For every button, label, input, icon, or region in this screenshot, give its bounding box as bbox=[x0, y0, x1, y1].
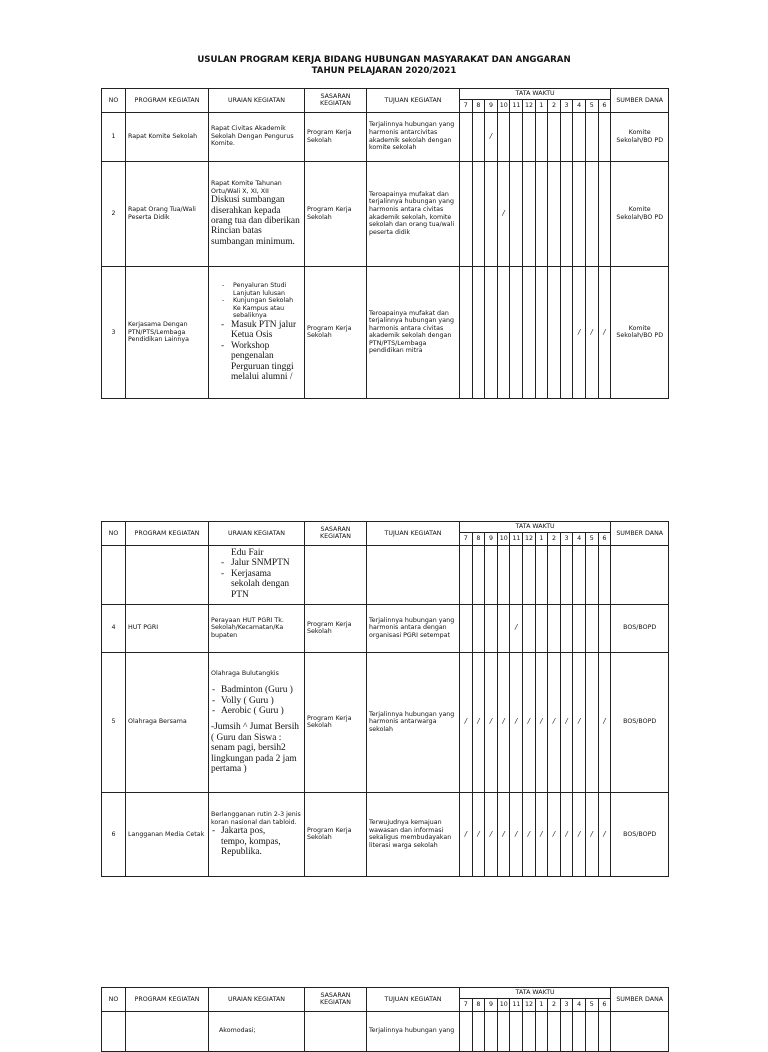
sumber-dana-cell: Komite Sekolah/BO PD bbox=[611, 161, 669, 266]
tata-waktu-mark bbox=[535, 266, 548, 398]
tata-waktu-mark: / bbox=[460, 652, 473, 792]
col-sumber-dana: SUMBER DANA bbox=[611, 522, 669, 546]
month-header: 1 bbox=[535, 99, 548, 112]
month-header: 6 bbox=[598, 998, 611, 1011]
month-header: 1 bbox=[535, 532, 548, 545]
month-header: 2 bbox=[548, 532, 561, 545]
tata-waktu-mark bbox=[510, 112, 523, 161]
tata-waktu-mark bbox=[460, 161, 473, 266]
col-program: PROGRAM KEGIATAN bbox=[126, 89, 209, 113]
uraian-item: - Volly ( Guru ) bbox=[211, 696, 302, 706]
tata-waktu-mark: / bbox=[485, 652, 498, 792]
sasaran-cell: Program Kerja Sekolah bbox=[305, 652, 367, 792]
month-header: 2 bbox=[548, 99, 561, 112]
tata-waktu-mark: / bbox=[598, 792, 611, 876]
sasaran-cell: Program Kerja Sekolah bbox=[305, 266, 367, 398]
uraian-cell: Akomodasi; bbox=[209, 1011, 305, 1051]
table-row bbox=[102, 652, 669, 792]
tata-waktu-mark bbox=[560, 112, 573, 161]
program-cell: Langganan Media Cetak bbox=[126, 792, 209, 876]
month-header: 8 bbox=[472, 998, 485, 1011]
col-uraian: URAIAN KEGIATAN bbox=[209, 522, 305, 546]
month-header: 11 bbox=[510, 998, 523, 1011]
month-header: 12 bbox=[522, 532, 535, 545]
tata-waktu-mark bbox=[535, 112, 548, 161]
sasaran-cell: Program Kerja Sekolah bbox=[305, 604, 367, 652]
tata-waktu-mark bbox=[548, 112, 561, 161]
month-header: 4 bbox=[573, 99, 586, 112]
tata-waktu-mark: / bbox=[485, 792, 498, 876]
tata-waktu-mark: / bbox=[573, 266, 586, 398]
tata-waktu-mark: / bbox=[548, 792, 561, 876]
program-cell bbox=[126, 545, 209, 604]
tujuan-cell bbox=[367, 545, 460, 604]
table-row bbox=[102, 792, 669, 876]
col-tujuan: TUJUAN KEGIATAN bbox=[367, 988, 460, 1012]
month-header: 10 bbox=[497, 532, 510, 545]
month-header: 9 bbox=[485, 99, 498, 112]
program-table-1 bbox=[101, 88, 669, 399]
row-number: 1 bbox=[102, 112, 126, 161]
tata-waktu-mark bbox=[522, 266, 535, 398]
tata-waktu-mark: / bbox=[510, 792, 523, 876]
tata-waktu-mark bbox=[573, 112, 586, 161]
tata-waktu-mark: / bbox=[585, 266, 598, 398]
col-program: PROGRAM KEGIATAN bbox=[126, 522, 209, 546]
row-number: 6 bbox=[102, 792, 126, 876]
program-table-2 bbox=[101, 521, 669, 877]
document-title bbox=[100, 55, 668, 77]
tata-waktu-mark bbox=[522, 161, 535, 266]
month-header: 11 bbox=[510, 532, 523, 545]
program-cell: Rapat Orang Tua/Wali Peserta Didik bbox=[126, 161, 209, 266]
month-header: 9 bbox=[485, 532, 498, 545]
month-header: 11 bbox=[510, 99, 523, 112]
tujuan-cell: Teroapainya mufakat dan terjalinnya hubungan yang harmonis antara civitas akademik sekolah, komite sekolah dan orang tua/wali peserta didik bbox=[367, 161, 460, 266]
month-header: 6 bbox=[598, 532, 611, 545]
tata-waktu-mark: / bbox=[573, 652, 586, 792]
tata-waktu-mark bbox=[485, 161, 498, 266]
col-tata-waktu: TATA WAKTU bbox=[460, 89, 611, 100]
month-header: 3 bbox=[560, 532, 573, 545]
tata-waktu-mark bbox=[585, 161, 598, 266]
tata-waktu-mark bbox=[598, 112, 611, 161]
tujuan-cell: Terjalinnya hubungan yang harmonis antarwarga sekolah bbox=[367, 652, 460, 792]
uraian-cell: Perayaan HUT PGRI Tk. Sekolah/Kecamatan/Ka bupaten bbox=[209, 604, 305, 652]
row-number: 3 bbox=[102, 266, 126, 398]
tata-waktu-mark: / bbox=[598, 652, 611, 792]
month-header: 10 bbox=[497, 99, 510, 112]
uraian-item: - Aerobic ( Guru ) bbox=[211, 706, 302, 716]
month-header: 7 bbox=[460, 998, 473, 1011]
col-uraian: URAIAN KEGIATAN bbox=[209, 89, 305, 113]
tata-waktu-mark bbox=[598, 604, 611, 652]
month-header: 7 bbox=[460, 532, 473, 545]
month-header: 6 bbox=[598, 99, 611, 112]
tata-waktu-mark: / bbox=[535, 652, 548, 792]
sasaran-cell: Program Kerja Sekolah bbox=[305, 112, 367, 161]
uraian-item: - Jalur SNMPTN bbox=[211, 558, 302, 568]
uraian-cell: Rapat Civitas Akademik Sekolah Dengan Pengurus Komite. bbox=[209, 112, 305, 161]
sasaran-cell bbox=[305, 545, 367, 604]
tata-waktu-mark: / bbox=[472, 652, 485, 792]
col-sasaran: SASARAN KEGIATAN bbox=[305, 988, 367, 1012]
table-row bbox=[102, 161, 669, 266]
uraian-cell bbox=[209, 266, 305, 398]
tata-waktu-mark bbox=[573, 604, 586, 652]
sumber-dana-cell: BOS/BOPD bbox=[611, 792, 669, 876]
tata-waktu-mark bbox=[522, 604, 535, 652]
tata-waktu-mark bbox=[560, 266, 573, 398]
sumber-dana-cell bbox=[611, 1011, 669, 1051]
col-tujuan: TUJUAN KEGIATAN bbox=[367, 522, 460, 546]
month-header: 4 bbox=[573, 998, 586, 1011]
row-number bbox=[102, 1011, 126, 1051]
month-header: 5 bbox=[585, 99, 598, 112]
tata-waktu-mark bbox=[573, 161, 586, 266]
month-header: 5 bbox=[585, 998, 598, 1011]
table-row bbox=[102, 545, 669, 604]
uraian-item: - Jakarta pos, bbox=[211, 826, 302, 836]
tata-waktu-mark: / bbox=[497, 161, 510, 266]
tata-waktu-mark: / bbox=[485, 112, 498, 161]
tata-waktu-mark: / bbox=[548, 652, 561, 792]
col-tata-waktu: TATA WAKTU bbox=[460, 988, 611, 999]
col-no: NO bbox=[102, 522, 126, 546]
month-header: 7 bbox=[460, 99, 473, 112]
tata-waktu-mark bbox=[510, 266, 523, 398]
uraian-item: - Badminton (Guru ) bbox=[211, 685, 302, 695]
tujuan-cell: Teroapainya mufakat dan terjalinnya hubungan yang harmonis antara civitas akademik sekolah dengan PTN/PTS/Lembaga pendidikan mitra bbox=[367, 266, 460, 398]
tata-waktu-mark bbox=[585, 604, 598, 652]
tata-waktu-mark bbox=[598, 161, 611, 266]
header-row bbox=[102, 89, 669, 100]
tata-waktu-mark bbox=[560, 161, 573, 266]
tata-waktu-mark bbox=[510, 161, 523, 266]
month-header: 12 bbox=[522, 998, 535, 1011]
month-header: 9 bbox=[485, 998, 498, 1011]
program-cell: Rapat Komite Sekolah bbox=[126, 112, 209, 161]
program-cell: Kerjasama Dengan PTN/PTS/Lembaga Pendidikan Lainnya bbox=[126, 266, 209, 398]
uraian-text: Edu Fair bbox=[231, 548, 264, 559]
month-header: 4 bbox=[573, 532, 586, 545]
table-row bbox=[102, 604, 669, 652]
uraian-text: -Jumsih ^ Jumat Bersih ( Guru dan Siswa : senam pagi, bersih2 lingkungan pada 2 jam pertama ) bbox=[211, 722, 299, 775]
month-header: 12 bbox=[522, 99, 535, 112]
uraian-intro: Rapat Komite Tahunan Ortu/Wali X, XI, XII bbox=[211, 179, 282, 195]
tata-waktu-mark bbox=[472, 161, 485, 266]
col-sasaran: SASARAN KEGIATAN bbox=[305, 89, 367, 113]
sumber-dana-cell: BOS/BOPD bbox=[611, 652, 669, 792]
col-no: NO bbox=[102, 89, 126, 113]
tata-waktu-mark: / bbox=[535, 792, 548, 876]
uraian-intro: Olahraga Bulutangkis bbox=[211, 669, 279, 677]
month-header: 10 bbox=[497, 998, 510, 1011]
sumber-dana-cell bbox=[611, 545, 669, 604]
uraian-cell bbox=[209, 792, 305, 876]
row-number: 2 bbox=[102, 161, 126, 266]
row-number: 4 bbox=[102, 604, 126, 652]
tata-waktu-mark bbox=[548, 604, 561, 652]
program-cell: Olahraga Bersama bbox=[126, 652, 209, 792]
col-tujuan: TUJUAN KEGIATAN bbox=[367, 89, 460, 113]
tata-waktu-mark bbox=[548, 266, 561, 398]
tujuan-cell: Terjalinnya hubungan yang bbox=[367, 1011, 460, 1051]
tata-waktu-mark bbox=[585, 112, 598, 161]
sasaran-cell: Program Kerja Sekolah bbox=[305, 161, 367, 266]
col-sumber-dana: SUMBER DANA bbox=[611, 988, 669, 1012]
tujuan-cell: Terwujudnya kemajuan wawasan dan informasi sekaligus membudayakan literasi warga sekolah bbox=[367, 792, 460, 876]
month-header: 8 bbox=[472, 99, 485, 112]
tujuan-cell: Terjalinnya hubungan yang harmonis antarcivitas akademik sekolah dengan komite sekolah bbox=[367, 112, 460, 161]
tata-waktu-mark bbox=[548, 161, 561, 266]
tata-waktu-mark: / bbox=[560, 652, 573, 792]
uraian-item: - Kerjasama sekolah dengan PTN bbox=[211, 569, 302, 600]
tata-waktu-mark bbox=[497, 604, 510, 652]
tata-waktu-mark: / bbox=[522, 792, 535, 876]
month-header: 1 bbox=[535, 998, 548, 1011]
month-header: 2 bbox=[548, 998, 561, 1011]
tata-waktu-mark bbox=[535, 161, 548, 266]
tata-waktu-mark: / bbox=[585, 792, 598, 876]
tata-waktu-mark: / bbox=[472, 792, 485, 876]
tata-waktu-mark: / bbox=[522, 652, 535, 792]
title-line-1: USULAN PROGRAM KERJA BIDANG HUBUNGAN MASYARAKAT DAN ANGGARAN bbox=[197, 55, 571, 65]
tata-waktu-mark: / bbox=[497, 792, 510, 876]
sasaran-cell: Program Kerja Sekolah bbox=[305, 792, 367, 876]
tata-waktu-mark: / bbox=[560, 792, 573, 876]
tata-waktu-mark bbox=[460, 604, 473, 652]
header-row bbox=[102, 988, 669, 999]
row-number bbox=[102, 545, 126, 604]
tata-waktu-mark bbox=[522, 112, 535, 161]
tata-waktu-mark bbox=[472, 604, 485, 652]
col-program: PROGRAM KEGIATAN bbox=[126, 988, 209, 1012]
tata-waktu-mark bbox=[485, 266, 498, 398]
tata-waktu-mark bbox=[535, 604, 548, 652]
tata-waktu-mark bbox=[497, 112, 510, 161]
header-row bbox=[102, 522, 669, 533]
tata-waktu-mark: / bbox=[510, 604, 523, 652]
month-header: 3 bbox=[560, 998, 573, 1011]
table-row bbox=[102, 266, 669, 398]
col-tata-waktu: TATA WAKTU bbox=[460, 522, 611, 533]
program-cell: HUT PGRI bbox=[126, 604, 209, 652]
month-header: 8 bbox=[472, 532, 485, 545]
tata-waktu-mark bbox=[497, 266, 510, 398]
tata-waktu-mark: / bbox=[460, 792, 473, 876]
row-number: 5 bbox=[102, 652, 126, 792]
sumber-dana-cell: BOS/BOPD bbox=[611, 604, 669, 652]
table-row bbox=[102, 1011, 669, 1051]
program-cell bbox=[126, 1011, 209, 1051]
month-header: 5 bbox=[585, 532, 598, 545]
uraian-text: tempo, kompas, Republika. bbox=[221, 836, 281, 858]
tata-waktu-mark: / bbox=[497, 652, 510, 792]
tata-waktu-mark bbox=[472, 266, 485, 398]
table-row bbox=[102, 112, 669, 161]
uraian-item: - Workshop pengenalan Perguruan tinggi melalui alumni / bbox=[211, 341, 302, 383]
uraian-intro: Berlangganan rutin 2-3 jenis koran nasional dan tabloid. bbox=[211, 811, 301, 826]
month-header: 3 bbox=[560, 99, 573, 112]
uraian-item: - Masuk PTN jalur Ketua Osis bbox=[211, 320, 302, 341]
tujuan-cell: Terjalinnya hubungan yang harmonis antara dengan organisasi PGRI setempat bbox=[367, 604, 460, 652]
tata-waktu-mark bbox=[560, 604, 573, 652]
tata-waktu-mark bbox=[472, 112, 485, 161]
uraian-item: - Penyaluran Studi Lanjutan lulusan bbox=[211, 282, 302, 297]
uraian-cell bbox=[209, 161, 305, 266]
sasaran-cell bbox=[305, 1011, 367, 1051]
tata-waktu-mark: / bbox=[510, 652, 523, 792]
title-line-2: TAHUN PELAJARAN 2020/2021 bbox=[311, 66, 457, 76]
tata-waktu-mark: / bbox=[573, 792, 586, 876]
uraian-cell bbox=[209, 545, 305, 604]
program-table-3 bbox=[101, 987, 669, 1052]
col-no: NO bbox=[102, 988, 126, 1012]
sumber-dana-cell: Komite Sekolah/BO PD bbox=[611, 266, 669, 398]
sumber-dana-cell: Komite Sekolah/BO PD bbox=[611, 112, 669, 161]
uraian-text: Diskusi sumbangan diserahkan kepada orang tua dan diberikan Rincian batas sumbangan minimum. bbox=[211, 195, 300, 247]
uraian-cell bbox=[209, 652, 305, 792]
tata-waktu-mark bbox=[585, 652, 598, 792]
tata-waktu-mark bbox=[485, 604, 498, 652]
uraian-item: - Kunjungan Sekolah Ke Kampus atau sebaliknya bbox=[211, 297, 302, 320]
tata-waktu-mark bbox=[460, 112, 473, 161]
col-sumber-dana: SUMBER DANA bbox=[611, 89, 669, 113]
tata-waktu-mark bbox=[460, 266, 473, 398]
col-sasaran: SASARAN KEGIATAN bbox=[305, 522, 367, 546]
tata-waktu-mark: / bbox=[598, 266, 611, 398]
col-uraian: URAIAN KEGIATAN bbox=[209, 988, 305, 1012]
